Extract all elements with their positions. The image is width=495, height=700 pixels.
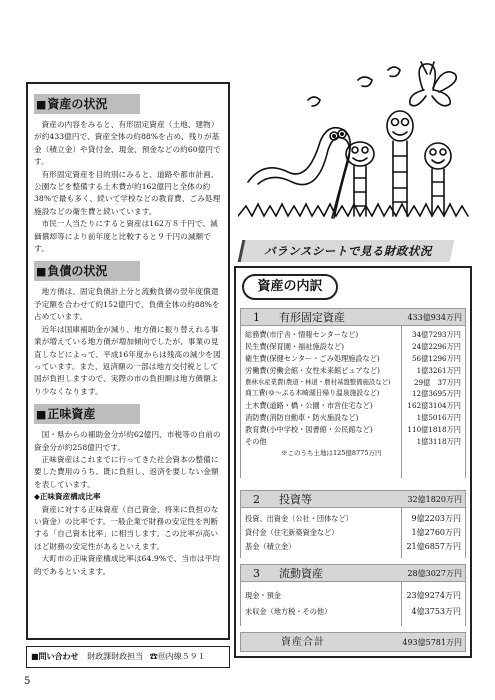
contact-label: ■問い合わせ (31, 652, 79, 661)
land-note: ※このうち土地は125億8775万円 (281, 448, 382, 457)
total-amount: 493億5781万円 (402, 638, 462, 647)
group-1-header (240, 308, 466, 326)
list-item: 教育費(小中学校・図書館・公民館など) 110億1818万円 (245, 425, 461, 435)
illustration-worms (238, 52, 470, 222)
contact-box (26, 646, 230, 668)
group-2-amount: 32億1820万円 (407, 495, 462, 504)
liabilities-paragraph-1: 地方債は、固定負債計上分と流動負債の翌年度償還予定額を合わせて約152億円で、負債全体の約88%を占めています。 (34, 287, 220, 322)
group-3-amount: 28億3027万円 (407, 569, 462, 578)
assets-paragraph-1: 資産の内容をみると、有形固定資産（土地、建物）が約433億円で、資産全体の約88%を占め、残りが基金（積立金）や貸付金、現金、預金などの約60億円です。 (34, 120, 221, 167)
liabilities-paragraph-2: 近年は国庫補助金が減り、地方債に振り替えれる事業が増えている地方債が増加傾向でしたが、事業の見直しなどによって、平成16年度からは残高の減少を図っています。また、返済額の一部は地方交付税として国が負担しますので、実際の市の負担額は地方債額より少なくなります。 (34, 324, 221, 396)
contact-phone: ☎㊞内線５９１ (149, 652, 206, 661)
group-1-number: 1 (253, 311, 260, 324)
group-2-items (240, 508, 466, 558)
list-item: 総務費(市庁舎・情報センターなど) 34億7293万円 (245, 330, 461, 339)
net-assets-ratio-paragraph-2: 大町市の正味資産構成比率は64.9%で、当市は平均的であるといえます。 (34, 554, 220, 576)
breakdown-heading: 資産の内訳 (242, 274, 338, 300)
list-item: 労働費(労働会館・女性未来館ピュアなど) 1億3261万円 (245, 365, 461, 375)
total-label: 資産合計 (281, 637, 325, 648)
page-number: 5 (24, 676, 31, 687)
net-assets-paragraph-2: 正味資産はこれまでに行ってきた社会資本の整備に要した費用のうち、既に負担し、返済を要しない金額を表しています。 (34, 454, 219, 489)
net-assets-ratio-heading: ◆正味資産構成比率 (34, 492, 101, 502)
group-2-name: 投資等 (279, 493, 312, 506)
list-item: 衛生費(保健センター・ごみ処理施設など) 56億1296万円 (245, 353, 461, 363)
net-assets-heading: ■正味資産 (34, 404, 140, 424)
group-3-items (240, 582, 466, 626)
list-item: 貸付金（住宅新築資金など） 1億2760万円 (245, 528, 461, 537)
net-assets-paragraph-1: 国・県からの補助金分が約62億円、市税等の自前の資金分が約258億円です。 (34, 430, 221, 452)
asset-total-row (240, 632, 466, 652)
list-item: 民生費(保育園・福祉施設など) 24億2296万円 (245, 341, 461, 351)
list-item: 基金（積立金） 21億6857万円 (245, 542, 461, 551)
assets-paragraph-3: 市民一人当たりにすると資産は162万８千円で、減価償却等により前年度と比較すると９千円の減額です。 (34, 219, 218, 254)
group-3-number: 3 (253, 567, 260, 580)
list-item: 農林水産業費(農道・林道・農村基盤整備施設など) 29億 37万円 (245, 377, 461, 387)
liabilities-heading: ■負債の状況 (34, 261, 140, 281)
list-item: 商工費(ゆ～ぷる木崎湖日帰り温泉施設など) 12億3695万円 (245, 389, 461, 399)
assets-paragraph-2: 有形固定資産を目的別にみると、道路や都市計画、公園などを整備する土木費が約162億円と全体の約38%で最も多く、続いて学校などの教育費、ごみ処理施設などの衛生費と続いています。 (34, 169, 221, 216)
assets-heading: ■資産の状況 (34, 94, 140, 114)
list-item: 未収金（地方税・その他） 4億3753万円 (245, 607, 461, 616)
list-item: 土木費(道路・橋・公園・市営住宅など) 162億3104万円 (245, 401, 461, 411)
page-title: バランスシートで見る財政状況 (264, 244, 432, 258)
list-item: 現金・預金 23億9274万円 (245, 591, 461, 600)
group-1-name: 有形固定資産 (279, 311, 345, 324)
net-assets-ratio-paragraph-1: 資産に対する正味資産（自己資金、将来に負担のない資金）の比率です。一般企業で財務の安定性を判断する「自己資本比率」に相当します。この比率が高いほど財務の安定性があるといえます。 (34, 504, 219, 551)
group-1-items (240, 326, 466, 478)
group-3-name: 流動資産 (279, 567, 323, 580)
list-item: 消防費(消防自動車・防火施設など) 1億5016万円 (245, 413, 461, 423)
group-1-amount: 433億934万円 (407, 313, 462, 322)
list-item: その他 1億3118万円 (245, 437, 461, 447)
list-item: 投資、出資金（公社・団体など） 9億2203万円 (245, 514, 461, 523)
left-text-box (26, 82, 230, 640)
group-2-header (240, 490, 466, 508)
group-3-header (240, 564, 466, 582)
contact-dept: 財政課財政担当 (87, 652, 144, 661)
group-2-number: 2 (253, 493, 260, 506)
asset-breakdown-panel (234, 266, 472, 658)
